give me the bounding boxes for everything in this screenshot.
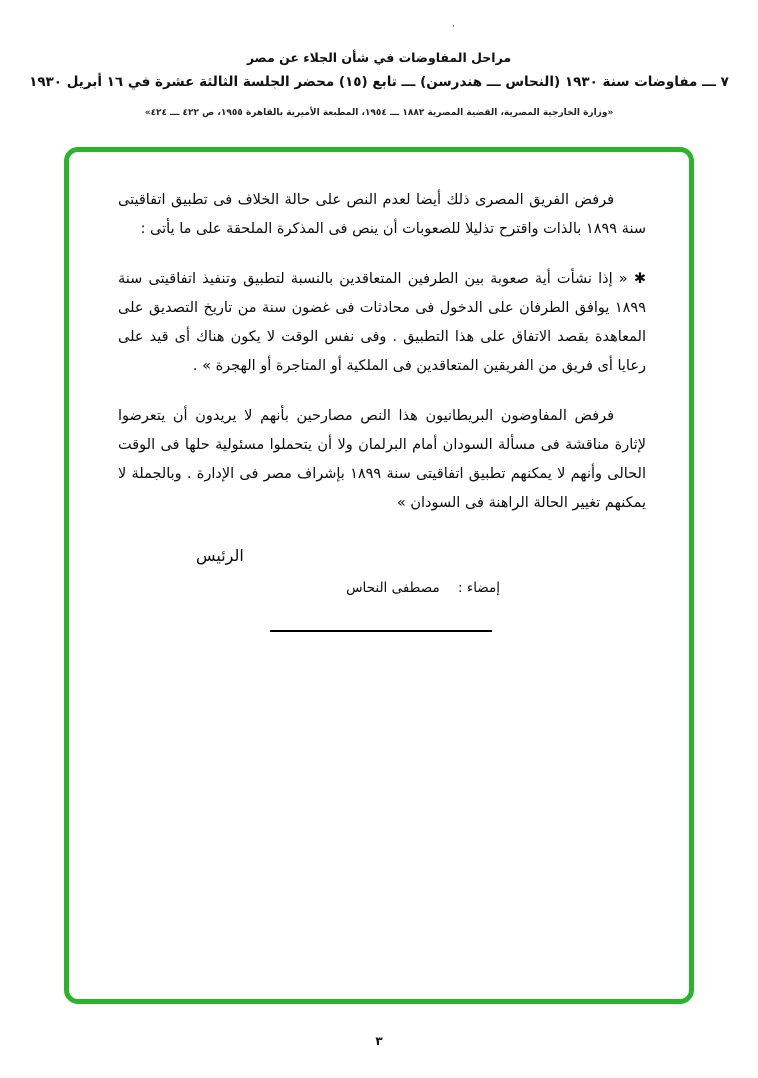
signature-title: الرئيس (196, 546, 244, 565)
paragraph-1: فرفض الفريق المصرى ذلك أيضا لعدم النص على حالة الخلاف فى تطبيق اتفاقيتى سنة ١٨٩٩ بالذات واقترح تذليلا للصعوبات أن ينص فى المذكرة الملحقة على ما يأتى : (118, 192, 646, 237)
signatory-name: مصطفى النحاس (346, 580, 440, 596)
document-heading: ٧ ـــ مفاوضات سنة ١٩٣٠ (النحاس ـــ هندرسن) ـــ تابع (١٥) محضر الجلسة الثالثة عشرة في ١٦ أبريل ١٩٣٠ (29, 74, 729, 90)
paragraph-2-quotation: ✱ « إذا نشأت أية صعوبة بين الطرفين المتعاقدين بالنسبة لتطبيق وتنفيذ اتفاقيتى سنة ١٨٩٩ يوافق الطرفان على الدخول فى محادثات فى غضون سنة من تاريخ التصديق على المعاهدة بقصد الاتفاق على هذا التطبيق . وفى نفس الوقت لا يكون هناك أى قيد على رعايا أى فريق من الفريقين المتعاقدين فى الملكية أو المتاجرة أو الهجرة » . (118, 271, 646, 374)
page-number: ٣ (375, 1034, 383, 1048)
signature-rule (270, 630, 492, 632)
scan-artifact-dot: · (452, 22, 455, 32)
scanned-text-block (118, 186, 646, 539)
signature-line (305, 580, 500, 596)
source-citation: «وزارة الخارجية المصرية، القضية المصرية ١٨٨٢ ـــ ١٩٥٤، المطبعة الأميرية بالقاهرة ١٩٥٥، ص ٤٢٢ ـــ ٤٢٤» (144, 108, 614, 118)
page-title: مراحل المفاوضات في شأن الجلاء عن مصر (246, 50, 512, 65)
signature-label: إمضاء : (458, 580, 500, 596)
paragraph-3: فرفض المفاوضون البريطانيون هذا النص مصارحين بأنهم لا يريدون أن يتعرضوا لإثارة مناقشة فى مسألة السودان أمام البرلمان ولا أن يتحملوا مسئولية حلها فى الوقت الحالى وأنهم لا يمكنهم تطبيق اتفاقيتى سنة ١٨٩٩ بإشراف مصر فى الإدارة . وبالجملة لا يمكنهم تغيير الحالة الراهنة فى السودان » (118, 408, 646, 511)
